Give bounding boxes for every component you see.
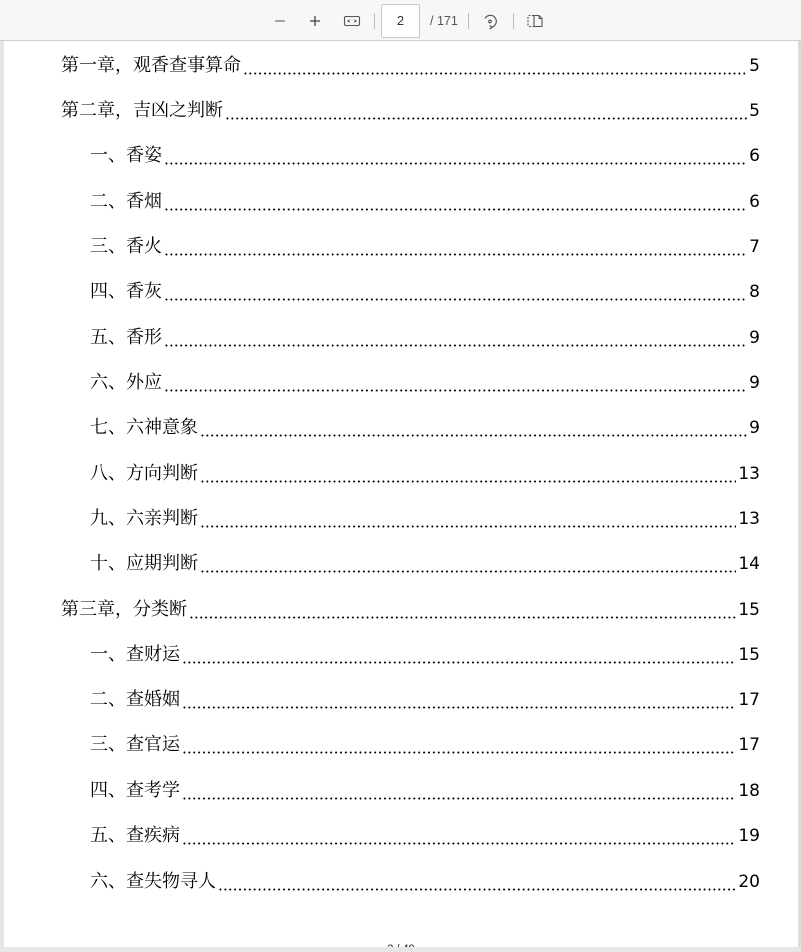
toc-entry[interactable] [90,507,760,531]
toc-entry-title: 六、查失物寻人 [90,871,216,892]
dot-leader [182,779,736,803]
toc-entry-title: 第二章，吉凶之判断 [61,100,223,121]
rotate-button[interactable] [475,6,505,36]
toc-entry-title: 三、查官运 [90,734,180,755]
toc-entry[interactable] [90,326,760,350]
toolbar-divider [468,13,469,29]
toc-entry-title: 四、香灰 [90,281,162,302]
toc-entry[interactable] [90,688,760,712]
dot-leader [164,371,747,395]
toc-entry[interactable] [90,733,760,757]
toc-entry-page: 9 [749,328,760,348]
dot-leader [200,552,736,576]
rotate-icon [481,12,499,30]
toc-entry-title: 七、六神意象 [90,417,198,438]
toolbar-controls [265,0,550,41]
toc-entry[interactable] [90,779,760,803]
toc-entry-page: 13 [738,464,760,484]
toc-entry-title: 第一章，观香查事算命 [61,55,241,76]
toc-entry-page: 15 [738,600,760,620]
toc-entry[interactable] [61,598,760,622]
dot-leader [164,235,747,259]
toc-entry-page: 19 [738,826,760,846]
toc-entry-title: 五、香形 [90,327,162,348]
toc-entry[interactable] [90,824,760,848]
toc-entry-title: 十、应期判断 [90,553,198,574]
dot-leader [243,54,747,78]
minus-icon [273,14,287,28]
toc-entry[interactable] [90,235,760,259]
plus-icon [308,14,322,28]
toc-entry-title: 九、六亲判断 [90,508,198,529]
toc-entry-page: 6 [749,192,760,212]
toc-entry[interactable] [90,190,760,214]
fit-width-button[interactable] [337,6,367,36]
fit-width-icon [343,14,361,28]
dot-leader [200,507,736,531]
toc-entry-title: 第三章，分类断 [61,599,187,620]
toc-entry-page: 5 [749,56,760,76]
toc-entry[interactable] [90,416,760,440]
toc-entry-title: 四、查考学 [90,780,180,801]
toc-entry-title: 八、方向判断 [90,463,198,484]
toc-entry-page: 9 [749,373,760,393]
toc-entry-page: 15 [738,645,760,665]
toc-entry-page: 13 [738,509,760,529]
toc-entry[interactable] [61,99,760,123]
toolbar-divider [513,13,514,29]
total-pages-label: / 171 [430,13,458,28]
toc-entry-title: 一、查财运 [90,644,180,665]
page-gap [0,947,801,952]
pdf-toolbar [0,0,801,41]
document-viewer[interactable] [0,41,801,952]
dot-leader [225,99,747,123]
toc-entry-title: 二、查婚姻 [90,689,180,710]
pdf-page [4,41,798,947]
dot-leader [189,598,736,622]
toc-entry-page: 20 [738,872,760,892]
dot-leader [200,416,747,440]
toc-entry[interactable] [90,144,760,168]
toc-entry[interactable] [90,643,760,667]
toc-entry-title: 六、外应 [90,372,162,393]
toc-entry-page: 8 [749,282,760,302]
toolbar-divider [374,13,375,29]
toc-entry[interactable] [90,371,760,395]
dot-leader [200,462,736,486]
toc-entry-page: 14 [738,554,760,574]
zoom-in-button[interactable] [300,6,330,36]
toc-entry[interactable] [90,462,760,486]
two-page-view-button[interactable] [520,6,550,36]
toc-entry-title: 二、香烟 [90,191,162,212]
page-number-input[interactable] [381,4,420,38]
dot-leader [164,280,747,304]
two-page-view-icon [526,13,544,29]
toc-entry-page: 6 [749,146,760,166]
toc-entry-page: 17 [738,735,760,755]
toc-entry[interactable] [90,280,760,304]
dot-leader [218,870,736,894]
toc-entry-page: 17 [738,690,760,710]
toc-entry-page: 7 [749,237,760,257]
toc-entry-page: 5 [749,101,760,121]
dot-leader [164,190,747,214]
toc-entry-title: 三、香火 [90,236,162,257]
toc-entry-page: 18 [738,781,760,801]
toc-entry[interactable] [90,870,760,894]
dot-leader [182,688,736,712]
dot-leader [164,144,747,168]
toc-entry-title: 五、查疾病 [90,825,180,846]
toc-entry[interactable] [61,54,760,78]
dot-leader [182,824,736,848]
dot-leader [182,643,736,667]
toc-entry-page: 9 [749,418,760,438]
dot-leader [164,326,747,350]
dot-leader [182,733,736,757]
toc-entry[interactable] [90,552,760,576]
toc-entry-title: 一、香姿 [90,145,162,166]
zoom-out-button[interactable] [265,6,295,36]
